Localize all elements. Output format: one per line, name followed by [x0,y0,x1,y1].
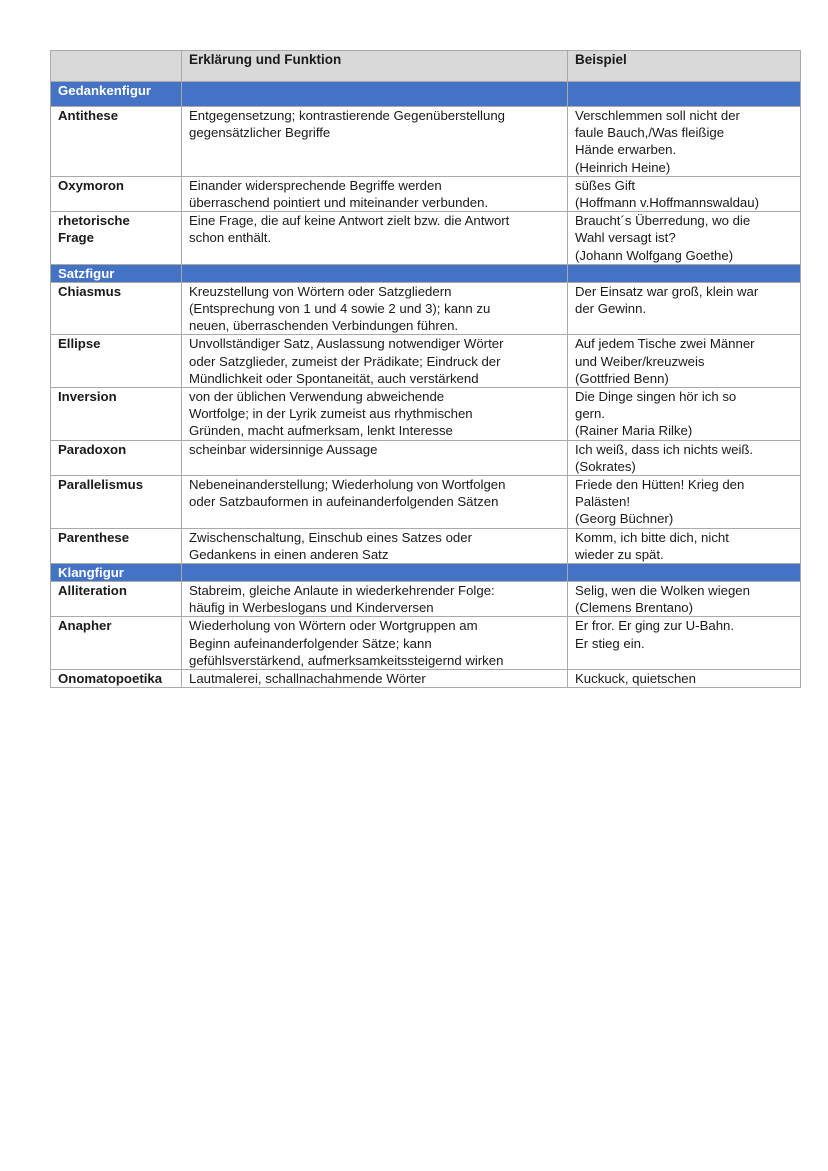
table-row [51,476,801,529]
term-cell [51,335,182,388]
explanation-cell-line: von der üblichen Verwendung abweichende [189,389,445,405]
example-cell-line: Friede den Hütten! Krieg den [575,477,745,493]
term-cell-line: Parenthese [58,529,130,545]
category-filler-cell [568,564,801,582]
term-cell [51,282,182,335]
table-row [51,212,801,265]
term-cell-line: Paradoxon [58,441,127,457]
explanation-cell-line: (Entsprechung von 1 und 4 sowie 2 und 3); kann zu [189,301,491,317]
example-cell-line: der Gewinn. [575,301,647,317]
explanation-cell-line: überraschend pointiert und miteinander verbunden. [189,195,489,211]
term-cell [51,670,182,688]
example-cell-line: wieder zu spät. [575,546,664,562]
explanation-cell-line: gegensätzlicher Begriffe [189,125,331,141]
example-cell [568,617,801,670]
category-filler-cell [568,82,801,107]
example-cell-line: Wahl versagt ist? [575,230,676,246]
table-header-row [51,51,801,82]
example-cell [568,335,801,388]
example-cell-line: Die Dinge singen hör ich so [575,389,737,405]
explanation-cell-line: neuen, überraschenden Verbindungen führen. [189,318,459,334]
term-cell [51,582,182,617]
category-filler-cell [182,264,568,282]
header-example: Beispiel [568,51,801,82]
category-label: Klangfigur [51,564,182,582]
category-filler-cell [182,564,568,582]
category-label: Satzfigur [51,264,182,282]
table-row [51,335,801,388]
term-cell [51,388,182,441]
explanation-cell-line: oder Satzglieder, zumeist der Prädikate; Eindruck der [189,353,501,369]
example-cell-line: Hände erwarben. [575,142,677,158]
explanation-cell [182,670,568,688]
explanation-cell-line: scheinbar widersinnige Aussage [189,441,378,457]
term-cell-line: Parallelismus [58,477,144,493]
explanation-cell [182,107,568,177]
example-cell-line: faule Bauch,/Was fleißige [575,125,725,141]
explanation-cell [182,176,568,211]
term-cell [51,212,182,265]
explanation-cell-line: Eine Frage, die auf keine Antwort zielt bzw. die Antwort [189,213,510,229]
term-cell [51,176,182,211]
explanation-cell [182,476,568,529]
example-cell-line: (Sokrates) [575,458,636,474]
explanation-cell-line: Nebeneinanderstellung; Wiederholung von Wortfolgen [189,477,506,493]
table-row [51,528,801,563]
explanation-cell [182,617,568,670]
table-row [51,282,801,335]
term-cell-line: rhetorische [58,213,130,229]
example-cell-line: (Johann Wolfgang Goethe) [575,247,734,263]
example-cell-line: Braucht´s Überredung, wo die [575,213,751,229]
example-cell-line: Kuckuck, quietschen [575,671,696,687]
explanation-cell [182,528,568,563]
table-row [51,582,801,617]
term-cell-line: Onomatopoetika [58,671,163,687]
example-cell-line: gern. [575,406,606,422]
table-row [51,176,801,211]
example-cell [568,212,801,265]
example-cell-line: (Georg Büchner) [575,511,674,527]
explanation-cell-line: Stabreim, gleiche Anlaute in wiederkehrender Folge: [189,583,495,599]
example-cell [568,528,801,563]
term-cell [51,107,182,177]
explanation-cell [182,582,568,617]
example-cell [568,107,801,177]
example-cell-line: süßes Gift [575,177,636,193]
explanation-cell [182,335,568,388]
explanation-cell-line: Unvollständiger Satz, Auslassung notwendiger Wörter [189,336,504,352]
example-cell [568,670,801,688]
example-cell-line: Er fror. Er ging zur U-Bahn. [575,618,735,634]
example-cell-line: Der Einsatz war groß, klein war [575,283,759,299]
term-cell-line: Anapher [58,618,112,634]
explanation-cell-line: Wortfolge; in der Lyrik zumeist aus rhythmischen [189,406,473,422]
term-cell-line: Inversion [58,389,117,405]
example-cell [568,176,801,211]
explanation-cell-line: Gedankens in einen anderen Satz [189,546,389,562]
explanation-cell-line: gefühlsverstärkend, aufmerksamkeitssteigernd wirken [189,652,504,668]
rhetorical-figures-table [50,50,801,688]
explanation-cell [182,440,568,475]
explanation-cell [182,282,568,335]
term-cell-line: Oxymoron [58,177,124,193]
explanation-cell-line: Mündlichkeit oder Spontaneität, auch verstärkend [189,370,479,386]
explanation-cell-line: Gründen, macht aufmerksam, lenkt Interesse [189,423,453,439]
header-term [51,51,182,82]
example-cell-line: Verschlemmen soll nicht der [575,108,740,123]
example-cell [568,440,801,475]
category-filler-cell [568,264,801,282]
example-cell-line: Palästen! [575,494,630,510]
term-cell-line: Ellipse [58,336,101,352]
explanation-cell-line: schon enthält. [189,230,272,246]
example-cell [568,388,801,441]
term-cell-line: Antithese [58,108,119,123]
category-row [51,82,801,107]
table-row [51,107,801,177]
example-cell-line: (Clemens Brentano) [575,600,694,616]
explanation-cell [182,212,568,265]
term-cell [51,476,182,529]
explanation-cell-line: Kreuzstellung von Wörtern oder Satzgliedern [189,283,452,299]
table-body [51,82,801,688]
term-cell [51,617,182,670]
example-cell-line: (Rainer Maria Rilke) [575,423,693,439]
example-cell [568,476,801,529]
explanation-cell-line: Lautmalerei, schallnachahmende Wörter [189,671,426,687]
table-row [51,440,801,475]
category-filler-cell [182,82,568,107]
table-row [51,388,801,441]
term-cell-line: Alliteration [58,583,127,599]
example-cell-line: Ich weiß, dass ich nichts weiß. [575,441,754,457]
explanation-cell-line: Entgegensetzung; kontrastierende Gegenüberstellung [189,108,505,123]
header-explanation: Erklärung und Funktion [182,51,568,82]
category-row [51,264,801,282]
example-cell-line: (Hoffmann v.Hoffmannswaldau) [575,195,759,211]
example-cell-line: (Gottfried Benn) [575,370,669,386]
example-cell-line: Selig, wen die Wolken wiegen [575,583,750,599]
explanation-cell-line: oder Satzbauformen in aufeinanderfolgenden Sätzen [189,494,499,510]
category-label: Gedankenfigur [51,82,182,107]
table-row [51,670,801,688]
example-cell-line: Komm, ich bitte dich, nicht [575,529,729,545]
term-cell [51,528,182,563]
table-row [51,617,801,670]
example-cell [568,282,801,335]
term-cell-line: Chiasmus [58,283,122,299]
explanation-cell-line: Beginn aufeinanderfolgender Sätze; kann [189,635,432,651]
explanation-cell-line: Einander widersprechende Begriffe werden [189,177,442,193]
explanation-cell-line: Wiederholung von Wörtern oder Wortgruppen am [189,618,478,634]
example-cell-line: Auf jedem Tische zwei Männer [575,336,755,352]
example-cell-line: und Weiber/kreuzweis [575,353,705,369]
example-cell-line: (Heinrich Heine) [575,159,671,175]
example-cell-line: Er stieg ein. [575,635,645,651]
category-row [51,564,801,582]
term-cell-line: Frage [58,230,94,246]
example-cell [568,582,801,617]
explanation-cell-line: häufig in Werbeslogans und Kinderversen [189,600,434,616]
explanation-cell [182,388,568,441]
explanation-cell-line: Zwischenschaltung, Einschub eines Satzes oder [189,529,472,545]
term-cell [51,440,182,475]
